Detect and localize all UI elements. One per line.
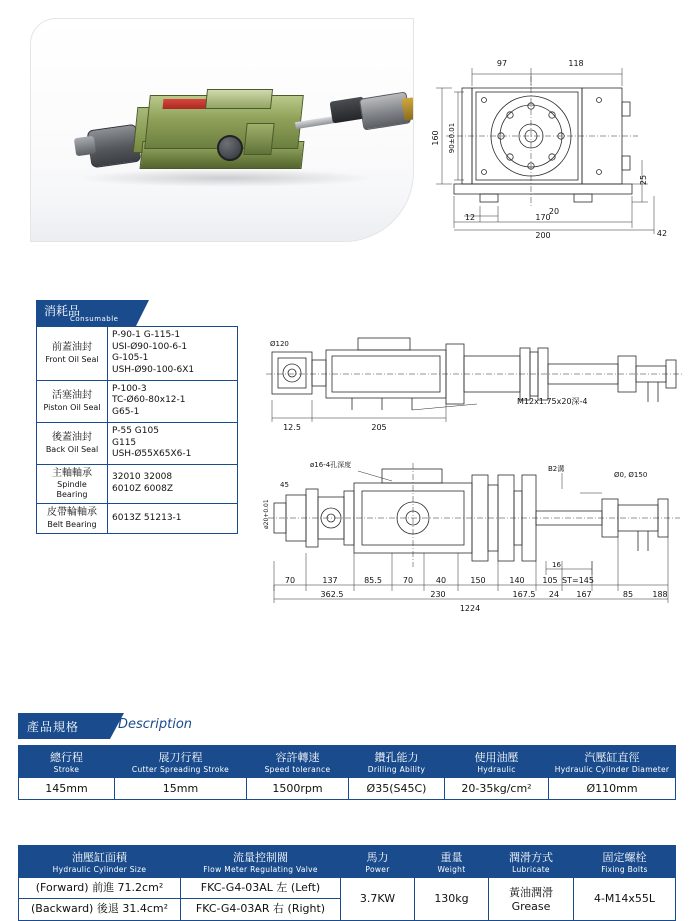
th-cn: 使用油壓 <box>474 751 519 764</box>
th-en: Lubricate <box>512 865 550 874</box>
th-en: Speed tolerance <box>264 765 331 774</box>
row-value-belt-bearing <box>108 504 238 534</box>
dim-20: 20 <box>548 207 560 216</box>
th-en: Hydraulic Cylinder Diameter <box>554 765 670 774</box>
dim-hole-depth: ø16-4孔深度 <box>310 461 352 469</box>
th-cn: 流量控制閥 <box>233 851 288 864</box>
table-row <box>37 504 238 534</box>
td-cutter-spreading-stroke: 15mm <box>115 778 247 800</box>
th-en: Flow Meter Regulating Valve <box>203 865 318 874</box>
dim-12: 12 <box>464 213 476 222</box>
value-line: TC-Ø60-80x12-1 <box>112 395 186 406</box>
label-en: Front Oil Seal <box>45 354 99 364</box>
product-photo-panel <box>30 18 414 242</box>
value-line: 6010Z 6008Z <box>112 484 174 495</box>
th-hydraulic-cylinder-size <box>19 846 181 878</box>
dim-45: 45 <box>280 481 289 489</box>
table-row <box>37 464 238 504</box>
photo-adjust-knob <box>217 135 243 161</box>
th-en: Hydraulic Cylinder Size <box>52 865 147 874</box>
row-value-piston-oil-seal <box>108 380 238 422</box>
th-en: Drilling Ability <box>367 765 426 774</box>
value-line: USH-Ø55X65X6-1 <box>112 449 192 460</box>
photo-side-plate <box>243 123 274 155</box>
dim-137: 137 <box>322 576 338 585</box>
dim-150: 150 <box>470 576 486 585</box>
th-cn: 汽壓缸直徑 <box>584 751 640 764</box>
dim-1224: 1224 <box>459 604 481 613</box>
lubricate-cn: 黃油潤滑 <box>509 886 553 900</box>
td-lubricate <box>489 878 574 921</box>
dim-st145: 16 <box>552 561 561 569</box>
table-row <box>37 380 238 422</box>
value-line: 32010 32008 <box>112 472 173 483</box>
dim-70: 70 <box>284 576 296 585</box>
top-view-drawing <box>262 330 687 445</box>
th-fixing-bolts <box>574 846 676 878</box>
label-en: Back Oil Seal <box>45 444 99 454</box>
th-cn: 固定螺栓 <box>602 851 647 864</box>
th-flow-meter-regulating-valve <box>181 846 341 878</box>
table-row <box>19 878 676 899</box>
photo-belt-cover <box>205 89 273 109</box>
value-line: USH-Ø90-100-6X1 <box>112 365 195 376</box>
dim-97: 97 <box>496 59 508 68</box>
th-cn: 馬力 <box>366 851 389 864</box>
th-cn: 總行程 <box>50 751 83 764</box>
th-speed-tolerance <box>247 746 349 778</box>
value-line: USI-Ø90-100-6-1 <box>112 341 188 352</box>
photo-shadow <box>76 169 376 187</box>
th-cn: 容許轉速 <box>275 751 320 764</box>
table-row <box>37 422 238 464</box>
dim-85: 85 <box>622 590 634 599</box>
th-cn: 潤滑方式 <box>509 851 553 864</box>
spec-description-label: Description <box>118 717 193 732</box>
th-drilling-ability <box>349 746 445 778</box>
dim-167-5: 167.5 <box>512 590 536 599</box>
dim-d150: Ø0, Ø150 <box>614 471 648 479</box>
dim-40: 40 <box>435 576 447 585</box>
value-line: 6013Z 51213-1 <box>112 512 182 523</box>
th-cn: 鑽孔能力 <box>374 751 419 764</box>
dim-200: 200 <box>535 231 551 240</box>
label-en: Spindle Bearing <box>56 480 88 500</box>
label-en: Belt Bearing <box>47 519 97 529</box>
value-line: G65-1 <box>112 407 140 418</box>
td-power: 3.7KW <box>341 878 415 921</box>
value-line: P-90-1 G-115-1 <box>112 330 181 340</box>
dim-42: 42 <box>656 229 668 238</box>
th-en: Weight <box>437 865 466 874</box>
consumable-table <box>36 326 238 534</box>
th-weight <box>415 846 489 878</box>
th-hydraulic <box>445 746 549 778</box>
td-hydraulic: 20-35kg/cm² <box>445 778 549 800</box>
dim-230: 230 <box>430 590 446 599</box>
front-view-drawing <box>424 30 674 240</box>
dim-170: 170 <box>535 213 551 222</box>
dim-118: 118 <box>568 59 584 68</box>
th-power <box>341 846 415 878</box>
label-cn: 活塞油封 <box>52 390 92 402</box>
dim-362-5: 362.5 <box>320 590 344 599</box>
td-speed-tolerance: 1500rpm <box>247 778 349 800</box>
th-cn: 重量 <box>440 851 463 864</box>
td-cylinder-forward: (Forward) 前進 71.2cm² <box>19 878 181 899</box>
spec-table-2 <box>18 845 676 921</box>
label-cn: 前蓋油封 <box>52 342 92 354</box>
dim-85-5: 85.5 <box>364 576 382 585</box>
value-line: G115 <box>112 437 137 448</box>
label-en: Piston Oil Seal <box>43 402 101 412</box>
row-label-belt-bearing <box>37 504 108 534</box>
td-valve-left: FKC-G4-03AL 左 (Left) <box>181 878 341 899</box>
row-label-spindle-bearing <box>37 464 108 504</box>
photo-motor-nose <box>74 136 96 157</box>
row-label-back-oil-seal <box>37 422 108 464</box>
td-stroke: 145mm <box>19 778 115 800</box>
spec-tab-title: 產品規格 <box>27 720 80 734</box>
th-lubricate <box>489 846 574 878</box>
dim-25: 25 <box>639 174 648 186</box>
dim-16: ST=145 <box>562 576 594 585</box>
th-cutter-spreading-stroke <box>115 746 247 778</box>
td-cylinder-backward: (Backward) 後退 31.4cm² <box>19 899 181 920</box>
th-en: Power <box>365 865 390 874</box>
consumable-tab <box>36 300 136 326</box>
dim-205: 205 <box>371 423 387 432</box>
table-row <box>37 327 238 381</box>
td-fixing-bolts: 4-M14x55L <box>574 878 676 921</box>
th-cn: 油壓缸面積 <box>72 851 127 864</box>
table-header-row <box>19 846 676 878</box>
lubricate-en: Grease <box>511 900 551 914</box>
th-en: Cutter Spreading Stroke <box>131 765 230 774</box>
photo-cylinder-cap <box>401 97 414 121</box>
dim-105: 105 <box>542 576 558 585</box>
table-row <box>19 778 676 800</box>
th-hydraulic-cylinder-diameter <box>549 746 676 778</box>
label-cn: 後蓋油封 <box>52 432 92 444</box>
row-value-front-oil-seal <box>108 327 238 381</box>
value-line: P-55 G105 <box>112 425 159 436</box>
dim-12-5: 12.5 <box>283 423 301 432</box>
spec-table-1 <box>18 745 676 800</box>
label-cn: 主軸軸承 <box>52 467 92 479</box>
row-value-back-oil-seal <box>108 422 238 464</box>
td-weight: 130kg <box>415 878 489 921</box>
dim-20tol: ø20+0.01 <box>263 499 270 529</box>
td-hydraulic-cylinder-diameter: Ø110mm <box>549 778 676 800</box>
dim-d120: Ø120 <box>270 340 289 348</box>
value-line: P-100-3 <box>112 383 147 394</box>
th-en: Fixing Bolts <box>601 865 648 874</box>
th-cn: 展刀行程 <box>158 751 203 764</box>
th-en: Stroke <box>53 765 80 774</box>
label-cn: 皮帶輪軸承 <box>47 507 97 519</box>
row-value-spindle-bearing <box>108 464 238 504</box>
dim-m12: M12x1.75x20深-4 <box>517 397 588 406</box>
td-drilling-ability: Ø35(S45C) <box>349 778 445 800</box>
dim-188: 188 <box>652 590 668 599</box>
side-view-drawing <box>262 455 687 615</box>
th-en: Hydraulic <box>477 765 516 774</box>
table-header-row <box>19 746 676 778</box>
dim-140: 140 <box>509 576 525 585</box>
dim-70b: 70 <box>402 576 414 585</box>
dim-90tol: 90±0.01 <box>448 122 456 154</box>
spec-tab <box>18 713 110 739</box>
td-valve-right: FKC-G4-03AR 右 (Right) <box>181 899 341 920</box>
dim-24: 24 <box>548 590 560 599</box>
row-label-piston-oil-seal <box>37 380 108 422</box>
row-label-front-oil-seal <box>37 327 108 381</box>
dim-160: 160 <box>431 130 440 146</box>
dim-b2: B2溝 <box>548 465 565 473</box>
th-stroke <box>19 746 115 778</box>
consumable-tab-title-en: Consumable <box>70 315 119 323</box>
photo-nameplate <box>162 99 209 109</box>
value-line: G-105-1 <box>112 353 149 364</box>
dim-167: 167 <box>576 590 592 599</box>
consumable-tab-title-cn: 消耗品 <box>44 304 81 318</box>
